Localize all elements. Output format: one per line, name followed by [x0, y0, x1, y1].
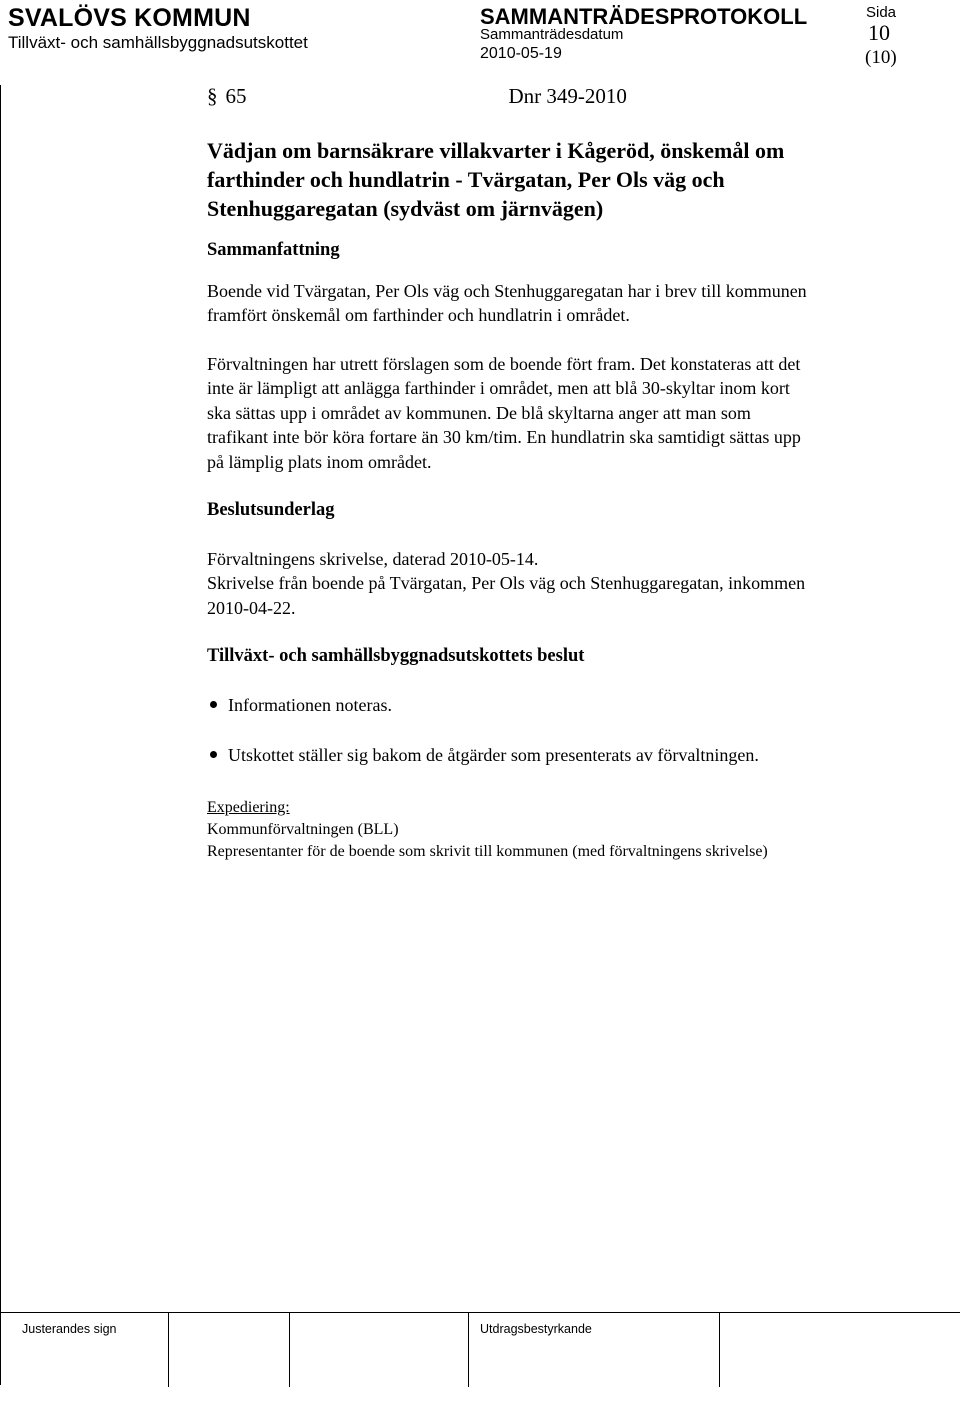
section-header	[207, 84, 927, 112]
text-line: 2010-04-22.	[207, 597, 296, 618]
page-number: 10	[868, 20, 890, 45]
text-line: på lämplig plats inom området.	[207, 451, 432, 472]
section-title-line: Stenhuggaregatan (sydväst om järnvägen)	[207, 196, 604, 221]
basis-heading: Beslutsunderlag	[207, 500, 335, 520]
text-line: trafikant inte bör köra fortare än 30 km/tim. En hundlatrin ska samtidigt sättas upp	[207, 427, 801, 447]
section-title-line: farthinder och hundlatrin - Tvärgatan, Per Ols väg och	[207, 167, 725, 192]
left-margin-rule	[0, 85, 1, 1385]
summary-paragraph-1	[207, 279, 927, 328]
footer-rule	[0, 1312, 960, 1313]
bullet-icon	[210, 751, 217, 758]
extract-certification-label: Utdragsbestyrkande	[480, 1322, 592, 1336]
text-line: inte är lämpligt att anlägga farthinder i området, men att blå 30-skyltar inom kort	[207, 378, 790, 398]
decision-heading: Tillväxt- och samhällsbyggnadsutskottets beslut	[207, 646, 585, 666]
dispatch-line: Representanter för de boende som skrivit till kommunen (med förvaltningens skrivelse)	[207, 842, 768, 860]
footer-divider	[468, 1312, 469, 1387]
footer-divider	[719, 1312, 720, 1387]
document-type: SAMMANTRÄDESPROTOKOLL	[480, 4, 808, 29]
signature-footer	[0, 1312, 960, 1402]
paragraph-symbol: §	[207, 84, 218, 108]
decision-bullet	[207, 693, 927, 717]
adjuster-signature-label: Justerandes sign	[22, 1322, 117, 1336]
section-number: 65	[225, 84, 247, 108]
text-line: Förvaltningen har utrett förslagen som de boende fört fram. Det konstateras att det	[207, 353, 801, 374]
meeting-date-label: Sammanträdesdatum	[480, 26, 624, 43]
section-title	[207, 136, 927, 223]
decision-bullet-text: Informationen noteras.	[228, 694, 392, 715]
organization-name: SVALÖVS KOMMUN	[8, 4, 251, 32]
footer-divider	[289, 1312, 290, 1387]
text-line: framfört önskemål om farthinder och hundlatrin i området.	[207, 305, 630, 325]
page-label: Sida	[866, 4, 897, 21]
decision-bullet-text: Utskottet ställer sig bakom de åtgärder som presenterats av förvaltningen.	[228, 744, 759, 765]
registration-number: Dnr 349-2010	[508, 84, 627, 108]
decision-bullet	[207, 743, 927, 767]
bullet-icon	[210, 701, 217, 708]
dispatch-label: Expediering:	[207, 798, 290, 816]
department-name: Tillväxt- och samhällsbyggnadsutskottet	[8, 33, 308, 52]
dispatch-line: Kommunförvaltningen (BLL)	[207, 820, 399, 838]
summary-heading: Sammanfattning	[207, 240, 340, 260]
text-line: Förvaltningens skrivelse, daterad 2010-05-14.	[207, 548, 539, 569]
footer-divider	[168, 1312, 169, 1387]
minutes-body	[207, 84, 927, 863]
section-title-line: Vädjan om barnsäkrare villakvarter i Kågeröd, önskemål om	[207, 138, 785, 163]
text-line: Boende vid Tvärgatan, Per Ols väg och Stenhuggaregatan har i brev till kommunen	[207, 280, 807, 301]
page-total: (10)	[865, 47, 897, 68]
text-line: Skrivelse från boende på Tvärgatan, Per Ols väg och Stenhuggaregatan, inkommen	[207, 573, 806, 593]
basis-list	[207, 547, 927, 621]
meeting-date: 2010-05-19	[480, 45, 562, 62]
summary-paragraph-2	[207, 352, 927, 475]
text-line: ska sättas upp i området av kommunen. De blå skyltarna anger att man som	[207, 402, 751, 423]
